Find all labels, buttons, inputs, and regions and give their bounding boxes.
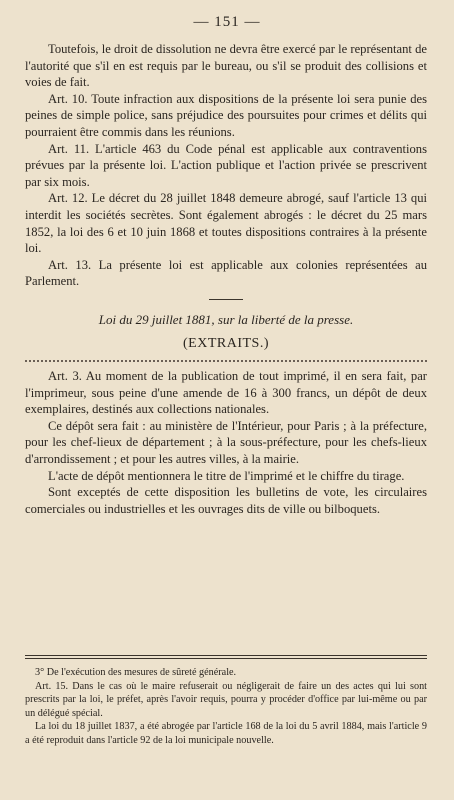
footnote-line: 3° De l'exécution des mesures de sûreté générale.	[35, 667, 237, 678]
dotted-divider	[25, 360, 427, 365]
law-subtitle: (EXTRAITS.)	[183, 335, 269, 351]
paragraph-exceptions: Sont exceptés de cette disposition les bulletins de vote, les circulaires comerciales ou industrielles et les ouvrages dits de ville ou bilboquets.	[25, 485, 427, 516]
page-number: — 151 —	[193, 14, 261, 30]
main-text	[25, 41, 427, 517]
footnote-separator	[25, 655, 427, 659]
paragraph-art-11: Art. 11. L'article 463 du Code pénal est applicable aux contraventions prévues par la présente loi. L'action publique et l'action privée se prescrivent par six mois.	[25, 141, 427, 189]
footnote-art-15: Art. 15. Dans le cas où le maire refuserait ou négligerait de faire un des actes qui lui sont prescrits par la loi, le préfet, après l'avoir requis, pourra y procéder d'office par lui-même ou par un délégué spécial.	[25, 680, 427, 719]
paragraph-acte: L'acte de dépôt mentionnera le titre de l'imprimé et le chiffre du tirage.	[48, 468, 405, 483]
paragraph: Toutefois, le droit de dissolution ne devra être exercé par le représentant de l'autorité que s'il en est requis par le bureau, ou s'il se produit des collisions et voies de fait.	[25, 42, 427, 90]
paragraph-art-13: Art. 13. La présente loi est applicable aux colonies représentées au Parlement.	[25, 257, 427, 289]
paragraph-depot: Ce dépôt sera fait : au ministère de l'Intérieur, pour Paris ; à la préfecture, pour les chef-lieux de département ; à la sous-préfecture, pour les chefs-lieux d'arrondissement ; et pour les autres villes, à la mairie.	[25, 418, 427, 467]
paragraph-art-12: Art. 12. Le décret du 28 juillet 1848 demeure abrogé, sauf l'article 13 qui interdit les sociétés secrètes. Sont également abrogés : le décret du 25 mars 1852, la loi des 6 et 10 juin 1868 et toutes dispositions contraires à la présente loi.	[25, 191, 427, 256]
paragraph-art-10: Art. 10. Toute infraction aux dispositions de la présente loi sera punie des peines de simple police, sans préjudice des poursuites pour crimes et délits qui pourraient être commis dans les réunions.	[25, 91, 427, 139]
footnotes	[25, 666, 427, 748]
paragraph-art-3: Art. 3. Au moment de la publication de tout imprimé, il en sera fait, par l'imprimeur, sous peine d'une amende de 16 à 300 francs, un dépôt de deux exemplaires, destinés aux collections nationales.	[25, 369, 427, 417]
law-title: Loi du 29 juillet 1881, sur la liberté de la presse.	[98, 311, 354, 327]
footnote-abrogation: La loi du 18 juillet 1837, a été abrogée par l'article 168 de la loi du 5 avril 1884, mais l'article 9 a été reproduit dans l'article 92 de la loi municipale nouvelle.	[25, 721, 427, 746]
section-divider	[209, 299, 243, 300]
